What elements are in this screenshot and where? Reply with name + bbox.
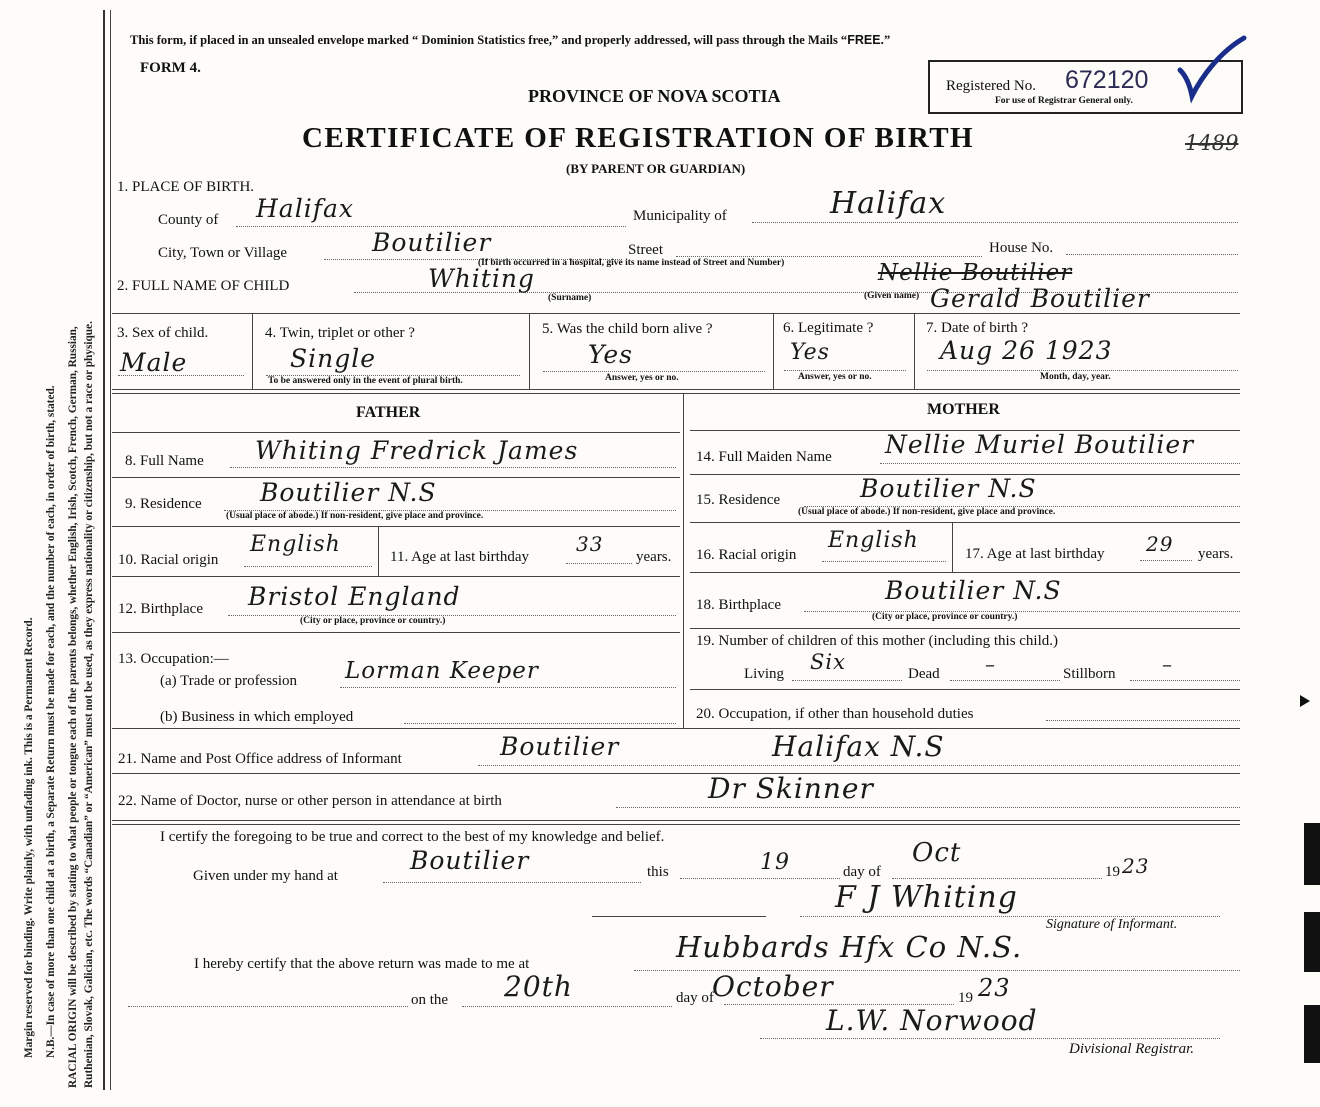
- stillborn-count: –: [1162, 652, 1173, 676]
- margin-note-2: N.B.—In case of more than one child at a birth, a Separate Return must be made for each, and the number of each, in order of birth, stated.: [45, 385, 57, 1058]
- registrar-certify-text: I hereby certify that the above return was made to me at: [194, 956, 530, 972]
- mother-birthplace-label: 18. Birthplace: [696, 597, 781, 613]
- registrar-use-note: For use of Registrar General only.: [995, 96, 1133, 106]
- street-line: [676, 256, 982, 257]
- mail-note: This form, if placed in an unsealed envelope marked “ Dominion Statistics free,” and properly addressed, will pass through the Mails “FREE.”: [130, 33, 891, 47]
- father-name-line: [230, 467, 676, 468]
- mother-age: 29: [1146, 532, 1174, 556]
- on-the-label: on the: [411, 992, 449, 1008]
- registered-number: 672120: [1065, 66, 1149, 94]
- child-given-name: Gerald Boutilier: [930, 284, 1150, 313]
- sex-value: Male: [120, 348, 188, 377]
- mother-residence-note: (Usual place of abode.) If non-resident, give place and province.: [798, 507, 1056, 517]
- row-divider: [112, 432, 680, 433]
- row-divider: [690, 689, 1240, 690]
- margin-rule: [103, 10, 105, 1090]
- mother-name-line: [880, 463, 1240, 464]
- street-note: (If birth occurred in a hospital, give its name instead of Street and Number): [478, 258, 785, 268]
- registrar-year: 23: [978, 974, 1011, 1002]
- doctor-line: [616, 807, 1240, 808]
- father-years: years.: [636, 549, 672, 565]
- twin-value: Single: [290, 344, 377, 373]
- row-divider: [690, 572, 1240, 573]
- mother-name: Nellie Muriel Boutilier: [885, 430, 1195, 459]
- father-name-label: 8. Full Name: [125, 453, 204, 469]
- father-trade-label: (a) Trade or profession: [160, 673, 298, 689]
- given-year: 23: [1122, 854, 1150, 878]
- row-divider: [112, 773, 1240, 774]
- registrar-day-line: [462, 1006, 672, 1007]
- binding-tab-mark: [1304, 1005, 1320, 1063]
- sex-label: 3. Sex of child.: [117, 325, 209, 341]
- mother-birthplace-line: [804, 611, 1240, 612]
- column-divider: [378, 526, 379, 576]
- father-birthplace-note: (City or place, province or country.): [300, 616, 446, 626]
- father-birthplace-line: [228, 615, 676, 616]
- dead-label: Dead: [908, 666, 940, 682]
- legitimate-value: Yes: [790, 340, 830, 365]
- surname-caption: (Surname): [548, 293, 592, 303]
- row-divider: [112, 576, 680, 577]
- parents-center-divider: [683, 393, 684, 728]
- dob-value: Aug 26 1923: [940, 336, 1113, 365]
- certificate-title: CERTIFICATE OF REGISTRATION OF BIRTH: [302, 122, 974, 154]
- given-month-line: [892, 878, 1102, 879]
- mother-years: years.: [1198, 546, 1234, 562]
- doctor-label: 22. Name of Doctor, nurse or other person in attendance at birth: [118, 793, 502, 809]
- struck-number: 1489: [1185, 131, 1239, 155]
- given-day: 19: [760, 850, 790, 875]
- check-mark-icon: [1172, 34, 1252, 104]
- binding-tab-mark: [1304, 912, 1320, 972]
- children-count-label: 19. Number of children of this mother (including this child.): [696, 633, 1059, 649]
- father-trade: Lorman Keeper: [345, 658, 539, 684]
- row-divider: [112, 389, 1240, 390]
- father-trade-line: [340, 687, 676, 688]
- street-label: Street: [628, 242, 663, 258]
- mother-age-label: 17. Age at last birthday: [965, 546, 1105, 562]
- row-divider: [112, 728, 1240, 729]
- informant-place: Boutilier: [500, 732, 620, 761]
- margin-rule-inner: [110, 10, 111, 1090]
- row-divider: [112, 526, 680, 527]
- father-residence-label: 9. Residence: [125, 496, 202, 512]
- row-divider: [112, 820, 1240, 821]
- mother-heading: MOTHER: [927, 401, 1000, 418]
- registrar-day: 20th: [504, 970, 573, 1003]
- margin-note-4: Ruthenian, Slovak, Galician, etc. The words “Canadian” or “American” must not be used, as they express nationality or citizenship, but not a race or physique.: [83, 321, 95, 1088]
- registrar-month: October: [712, 970, 834, 1003]
- row-divider: [690, 522, 1240, 523]
- father-residence: Boutilier N.S: [260, 478, 437, 507]
- row-divider-double: [112, 824, 1240, 825]
- father-residence-note: (Usual place of abode.) If non-resident, give place and province.: [226, 511, 484, 521]
- living-line: [792, 680, 902, 681]
- informant-line: [478, 765, 1240, 766]
- column-divider: [252, 313, 253, 389]
- father-heading: FATHER: [356, 404, 421, 421]
- stillborn-line: [1130, 680, 1240, 681]
- father-occupation-label: 13. Occupation:—: [118, 651, 229, 667]
- dead-count: –: [985, 652, 996, 676]
- given-under-hand-label: Given under my hand at: [193, 868, 338, 884]
- informant-label: 21. Name and Post Office address of Informant: [118, 751, 402, 767]
- margin-note-1: Margin reserved for binding. Write plainly, with unfading ink. This is a Permanent Record.: [23, 617, 35, 1058]
- place-of-birth-label: 1. PLACE OF BIRTH.: [117, 179, 255, 195]
- county-value: Halifax: [256, 194, 354, 223]
- registrar-place: Hubbards Hfx Co N.S.: [676, 930, 1023, 964]
- child-name-label: 2. FULL NAME OF CHILD: [117, 278, 290, 294]
- mother-age-line: [1140, 560, 1192, 561]
- dead-line: [950, 680, 1060, 681]
- informant-signature: F J Whiting: [835, 880, 1018, 915]
- child-given-name-struck: Nellie Boutilier: [878, 260, 1073, 286]
- divisional-registrar-label: Divisional Registrar.: [1069, 1041, 1195, 1057]
- dob-note: Month, day, year.: [1040, 372, 1111, 382]
- dob-label: 7. Date of birth ?: [926, 320, 1029, 336]
- stillborn-label: Stillborn: [1063, 666, 1116, 682]
- given-name-caption: (Given name): [864, 291, 920, 301]
- municipality-value: Halifax: [830, 186, 947, 221]
- column-divider: [529, 313, 530, 389]
- living-count: Six: [810, 650, 846, 674]
- father-name: Whiting Fredrick James: [255, 436, 579, 465]
- born-alive-label: 5. Was the child born alive ?: [542, 321, 713, 337]
- registrar-year-prefix: 19: [958, 990, 973, 1006]
- registrar-day-of-label: day of: [676, 990, 714, 1006]
- father-birthplace-label: 12. Birthplace: [118, 601, 203, 617]
- legitimate-line: [784, 370, 906, 371]
- row-divider-double: [112, 393, 1240, 394]
- registered-label: Registered No.: [946, 78, 1036, 94]
- form-number: FORM 4.: [140, 60, 201, 76]
- province-heading: PROVINCE OF NOVA SCOTIA: [528, 86, 781, 106]
- this-label: this: [647, 864, 669, 880]
- mother-birthplace: Boutilier N.S: [885, 576, 1062, 605]
- given-place: Boutilier: [410, 846, 530, 875]
- margin-note-3: RACIAL ORIGIN will be described by stating to what people or tongue each of the parents belongs, whether English, Irish, Scotch, French, German, Russian,: [67, 326, 79, 1088]
- born-alive-line: [543, 371, 765, 372]
- father-race-label: 10. Racial origin: [118, 552, 219, 568]
- county-label: County of: [158, 212, 219, 228]
- binding-tab-mark: [1304, 823, 1320, 885]
- mother-name-label: 14. Full Maiden Name: [696, 449, 832, 465]
- mother-race-label: 16. Racial origin: [696, 547, 797, 563]
- mother-residence-label: 15. Residence: [696, 492, 781, 508]
- given-place-line: [383, 882, 641, 883]
- municipality-line: [752, 222, 1238, 223]
- registrar-signature: L.W. Norwood: [826, 1004, 1038, 1037]
- child-surname: Whiting: [428, 264, 535, 293]
- legitimate-note: Answer, yes or no.: [798, 372, 872, 382]
- twin-label: 4. Twin, triplet or other ?: [265, 325, 415, 341]
- row-divider: [112, 313, 1240, 314]
- registrar-leading-line: [128, 1006, 408, 1007]
- registrar-signature-line: [760, 1038, 1220, 1039]
- county-line: [236, 226, 626, 227]
- father-age-line: [566, 563, 632, 564]
- mother-race-line: [822, 561, 946, 562]
- column-divider: [773, 313, 774, 389]
- dob-line: [927, 370, 1238, 371]
- signature-of-informant-label: Signature of Informant.: [1046, 917, 1178, 932]
- city-label: City, Town or Village: [158, 245, 288, 261]
- certify-statement: I certify the foregoing to be true and correct to the best of my knowledge and belief.: [160, 829, 665, 845]
- doctor-name: Dr Skinner: [708, 772, 874, 805]
- father-birthplace: Bristol England: [248, 582, 461, 611]
- city-value: Boutilier: [372, 228, 492, 257]
- father-age-label: 11. Age at last birthday: [390, 549, 529, 565]
- father-race: English: [250, 532, 341, 557]
- house-number-line: [1066, 254, 1238, 255]
- father-business-line: [404, 723, 676, 724]
- given-month: Oct: [912, 838, 962, 868]
- column-divider: [914, 313, 915, 389]
- house-number-label: House No.: [989, 240, 1054, 256]
- born-alive-value: Yes: [588, 340, 633, 369]
- father-business-label: (b) Business in which employed: [160, 709, 354, 725]
- mother-birthplace-note: (City or place, province or country.): [872, 612, 1018, 622]
- father-age: 33: [576, 532, 604, 556]
- legitimate-label: 6. Legitimate ?: [783, 320, 874, 336]
- father-race-line: [244, 566, 372, 567]
- municipality-label: Municipality of: [633, 208, 727, 224]
- born-alive-note: Answer, yes or no.: [605, 373, 679, 383]
- informant-address: Halifax N.S: [772, 730, 945, 763]
- row-divider: [112, 632, 680, 633]
- binding-arrow-icon: [1300, 695, 1310, 707]
- day-of-label: day of: [843, 864, 881, 880]
- living-label: Living: [744, 666, 784, 682]
- signature-rule: [592, 916, 766, 917]
- mother-occupation-line: [1046, 720, 1240, 721]
- certificate-subtitle: (BY PARENT OR GUARDIAN): [566, 161, 746, 176]
- mother-occupation-label: 20. Occupation, if other than household duties: [696, 706, 974, 722]
- mother-residence: Boutilier N.S: [860, 474, 1037, 503]
- given-day-line: [680, 878, 840, 879]
- mother-race: English: [828, 528, 919, 553]
- twin-note: To be answered only in the event of plural birth.: [268, 376, 463, 386]
- given-year-prefix: 19: [1105, 864, 1120, 880]
- row-divider: [690, 628, 1240, 629]
- column-divider: [952, 522, 953, 572]
